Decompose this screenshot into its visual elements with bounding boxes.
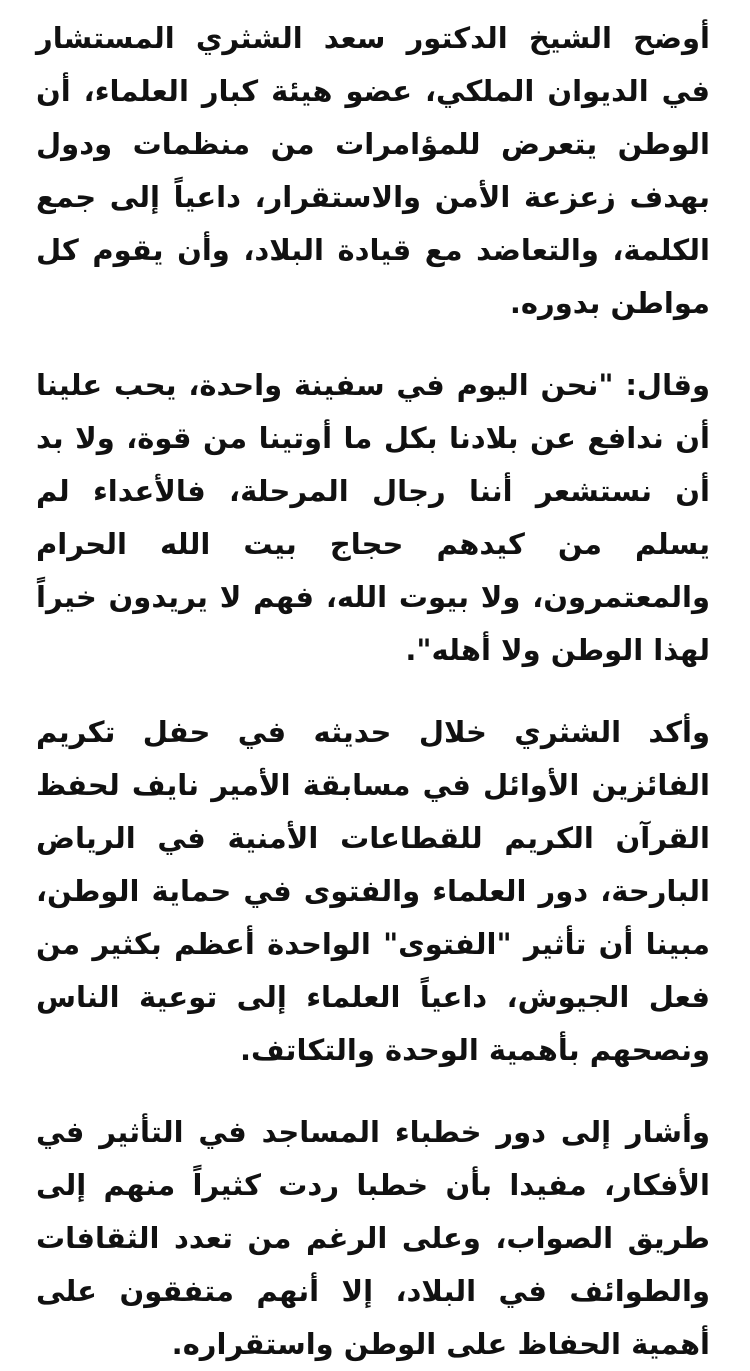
article-paragraph-4: وأشار إلى دور خطباء المساجد في التأثير في الأفكار، مفيدا بأن خطبا ردت كثيراً منهم إلى طريق الصواب، وعلى الرغم من تعدد الثقافات والطوائف في البلاد، إلا أنهم متفقون على أهمية الحفاظ على الوطن واستقراره. <box>36 1115 710 1361</box>
article-paragraph-2: وقال: "نحن اليوم في سفينة واحدة، يحب علينا أن ندافع عن بلادنا بكل ما أوتينا من قوة، ولا بد أن نستشعر أننا رجال المرحلة، فالأعداء لم يسلم من كيدهم حجاج بيت الله الحرام والمعتمرون، ولا بيوت الله، فهم لا يريدون خيراً لهذا الوطن ولا أهله". <box>36 368 710 667</box>
article-paragraph-3: وأكد الشثري خلال حديثه في حفل تكريم الفائزين الأوائل في مسابقة الأمير نايف لحفظ القرآن الكريم للقطاعات الأمنية في الرياض البارحة، دور العلماء والفتوى في حماية الوطن، مبينا أن تأثير "الفتوى" الواحدة أعظم بكثير من فعل الجيوش، داعياً العلماء إلى توعية الناس ونصحهم بأهمية الوحدة والتكاتف. <box>36 715 710 1067</box>
article-body <box>36 12 710 1371</box>
article-paragraph-1: أوضح الشيخ الدكتور سعد الشثري المستشار في الديوان الملكي، عضو هيئة كبار العلماء، أن الوطن يتعرض للمؤامرات من منظمات ودول بهدف زعزعة الأمن والاستقرار، داعياً إلى جمع الكلمة، والتعاضد مع قيادة البلاد، وأن يقوم كل مواطن بدوره. <box>36 21 710 320</box>
